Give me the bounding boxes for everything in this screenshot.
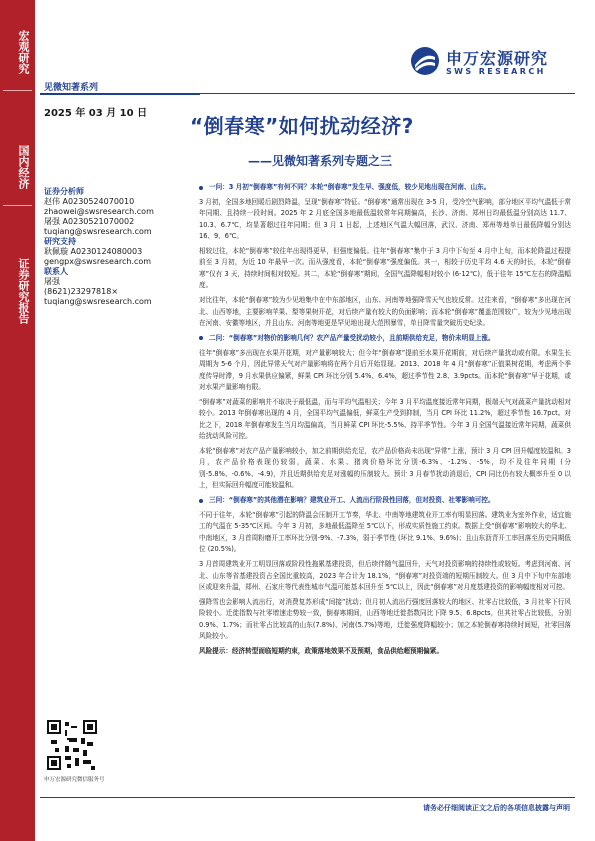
report-date: 2025 年 03 月 10 日 [44, 108, 148, 119]
header-rule-right [200, 93, 575, 94]
qr-caption: 申万宏源研究微信服务号 [44, 777, 105, 783]
analyst-column [44, 187, 194, 307]
footer-disclaimer[interactable]: 请务必仔细阅读正文之后的各项信息披露与声明 [423, 804, 570, 812]
analysts-heading: 证券分析师 [44, 187, 84, 196]
sidebar-divider [3, 90, 32, 91]
header-rule [40, 93, 200, 95]
sidebar-label-report: 证券研究报告 [17, 258, 30, 324]
support-heading: 研究支持 [44, 237, 76, 246]
report-title: “倒春寒”如何扰动经济? [190, 114, 414, 138]
paragraph: 不同于往年，本轮“倒春寒”引起的降温会压制开工节奏，华北、中南等地建筑业开工率有明显回落。建筑业为室外作业，适宜施工的气温在 5-35℃区间。今年 3 月初，多地最低温降至 5℃以下，形成实质性施工约束。数据上受“倒春寒”影响较大的华北、中南地区，3 月首周粉磨开工率环比分别-9%、-7.3%，弱于季节性 (环比 9.1%、9.6%)；且山东沥青开工率回落至历史同期低位 (20.5%)。 [199, 511, 571, 554]
question-2: 二问：“倒春寒”对物价的影响几何？农产品产量受扰动较小，且前期供给充足，物价未明显上涨。 [209, 333, 495, 342]
paragraph: 3 月初，全国多地回暖后剧烈降温，呈现“倒春寒”特征。“倒春寒”通常出现在 3-5 月，受冷空气影响，部分地区平均气温低于常年同期、且持续一段时间。2025 年 2 月底全国多地最低温较常年同期偏高，长沙、济南、郑州日均最低温分别高达 11.7、10.3、6.7℃，均显著超过往年同期；但 3 月 1 日起，上述地区气温大幅回落，武汉、济南、郑州等地单日最低降幅分别达 16、9、6℃。 [199, 197, 571, 241]
analyst-email[interactable]: tuqiang@swsresearch.com [44, 227, 152, 236]
sidebar-divider [3, 205, 32, 206]
question-heading [199, 182, 571, 193]
paragraph: 本轮“倒春寒”对农产品产量影响较小，加之前期供给充足，农产品价格尚未出现“异常”上涨，预计 3 月 CPI 回升幅度较温和。3 月，农产品价格表现仍较弱，蔬菜、水果、猪肉价格环比分别-6.3%、-1.2%、-5%，均不及往年同期 (分别-5.8%、-0.6%、-4.9)，并且近期供给充足对涨幅的压制较大。预计 3 月春节扰动消退后，CPI 同比仍有较大概率升至 0 以上，但实际回升幅度可能较温和。 [199, 447, 571, 490]
support-line: 耿佩璇 A0230124080003 [44, 247, 143, 256]
sidebar-label-domestic: 国内经济 [17, 145, 30, 189]
footer-rule [40, 797, 575, 798]
qr-code-icon [47, 720, 97, 770]
company-logo [410, 44, 570, 84]
question-3: 三问：“倒春寒”的其他潜在影响？建筑业开工、人流出行阶段性回落，但对投资、社零影响可控。 [209, 496, 495, 505]
question-heading [199, 333, 571, 344]
paragraph: 相较过往，本轮“倒春寒”较往年出现得更早，但强度偏低。往年“倒春寒”集中于 3 月中下旬至 4 月中上旬，而本轮降温过程提前至 3 月初，为近 10 年最早一次。而从强度看，本轮“倒春寒”强度偏低。其一，相较于历史平均 4.6 天的时长，本轮“倒春寒”仅有 3 天，持续时间相对较短。其二，本轮“倒春寒”期间，全国气温降幅相对较小 (6-12℃)，低于往年 15℃左右的降温幅度。 [199, 247, 571, 290]
left-sidebar [0, 0, 35, 841]
support-email[interactable]: gengpx@swsresearch.com [44, 257, 152, 266]
logo-mark-icon [410, 46, 440, 76]
question-heading [199, 495, 571, 506]
report-subtitle: ——见微知著系列专题之三 [248, 154, 393, 168]
paragraph: 往年“倒春寒”多出现在水果开花期，对产量影响较大；但今年“倒春寒”提前至水果开花期前，对后续产量扰动或有限。水果生长周期为 5-6 个月，因此异常天气对产量影响将在两个月后开始显现。2013、2018 年 4 月“倒春寒”正值果树花期，考虑两个季度传导时滞，9 月水果供应偏紧，鲜果 CPI 环比分别 5.4%、6.4%，超过季节性 2.8、3.9pcts。而本轮“倒春寒”早于花期，或对水果产量影响有限。 [199, 348, 571, 391]
logo-text-cn: 申万宏源研究 [446, 49, 549, 68]
series-tag: 见微知著系列 [44, 83, 99, 93]
risk-note: 风险提示：经济转型面临短期约束，政策落地效果不及预期，食品供给超预期偏紧。 [199, 647, 443, 656]
paragraph: 对比往年，本轮“倒春寒”较为少见地集中在中东部地区，山东、河南等地强降雪天气也较反常。过往来看，“倒春寒”多出现在河北、山西等地，主要影响苹果、梨等果树开花，对后续产量有较大的负面影响；而本轮“倒春寒”覆盖范围较广，较为少见地出现在河南、安徽等地区，并且山东、河南等地更是罕见地出现大范围暴雪，单日降雪量突破历史纪录。 [199, 296, 571, 327]
paragraph: 强降雪也会影响人流出行，对消费复苏形成“间接”扰动；但月初人流出行强度回落较大的地区、社零占比较低，3 月社零下行风险较小。迁徙指数与社零增速走势较一致，倒春寒期间，山西等地迁徙指数同比下降 9.5、6.8pcts，但其社零占比较低，分别 0.9%、1.7%；而社零占比较高的山东(7.8%)、河南(5.7%)等地，迁徙强度降幅较小；加之本轮倒春寒持续时间短，社零回落风险较小。 [199, 597, 571, 641]
paragraph: 3 月首周建筑业开工明显回落或阶段性拖累基建投资，但后续伴随气温回升，天气对投资影响的持续性或较短。考虑到河南、河北、山东等省基建投资占全国比重较高，2023 年合计为 18.1%，“倒春寒”对投资端的短期压制较大。但 3 月中下旬中东部地区或迎来升温，郑州、石家庄等代表性城市气温可能基本回升至 5℃以上，因此“倒春寒”对月度基建投资的影响幅度相对可控。 [199, 560, 571, 591]
paragraph: “倒春寒”对蔬菜的影响并不取决于最低温，而与平均气温相关；今年 3 月平均温度接近常年同期，极端天气对蔬菜产量扰动相对较小。2013 年倒春寒出现的 4 月，全国平均气温偏低，鲜菜生产受到抑制，当月 CPI 环比 11.2%，超过季节性 16.7pct。对比之下，2018 年倒春寒发生当月均温偏高，当月鲜菜 CPI 环比-5.5%、持平季节性。今年 3 月全国气温接近常年同期，蔬菜供给扰动风险可控。 [199, 397, 571, 441]
analyst-line: 屠强 A0230521070002 [44, 217, 135, 226]
contact-name: 屠强 [44, 277, 60, 286]
contact-heading: 联系人 [44, 267, 68, 276]
logo-text-en: SWS RESEARCH [446, 67, 546, 76]
analyst-email[interactable]: zhaowei@swsresearch.com [44, 207, 154, 216]
contact-phone: (8621)23297818× [44, 287, 119, 296]
summary-body [199, 182, 571, 661]
sidebar-label-macro: 宏观研究 [17, 30, 30, 74]
question-1: 一问：3 月初“倒春寒”有何不同？本轮“倒春寒”发生早、强度低，较少见地出现在河南、山东。 [209, 183, 491, 191]
analyst-line: 赵伟 A0230524070010 [44, 197, 135, 206]
contact-email[interactable]: tuqiang@swsresearch.com [44, 297, 152, 306]
